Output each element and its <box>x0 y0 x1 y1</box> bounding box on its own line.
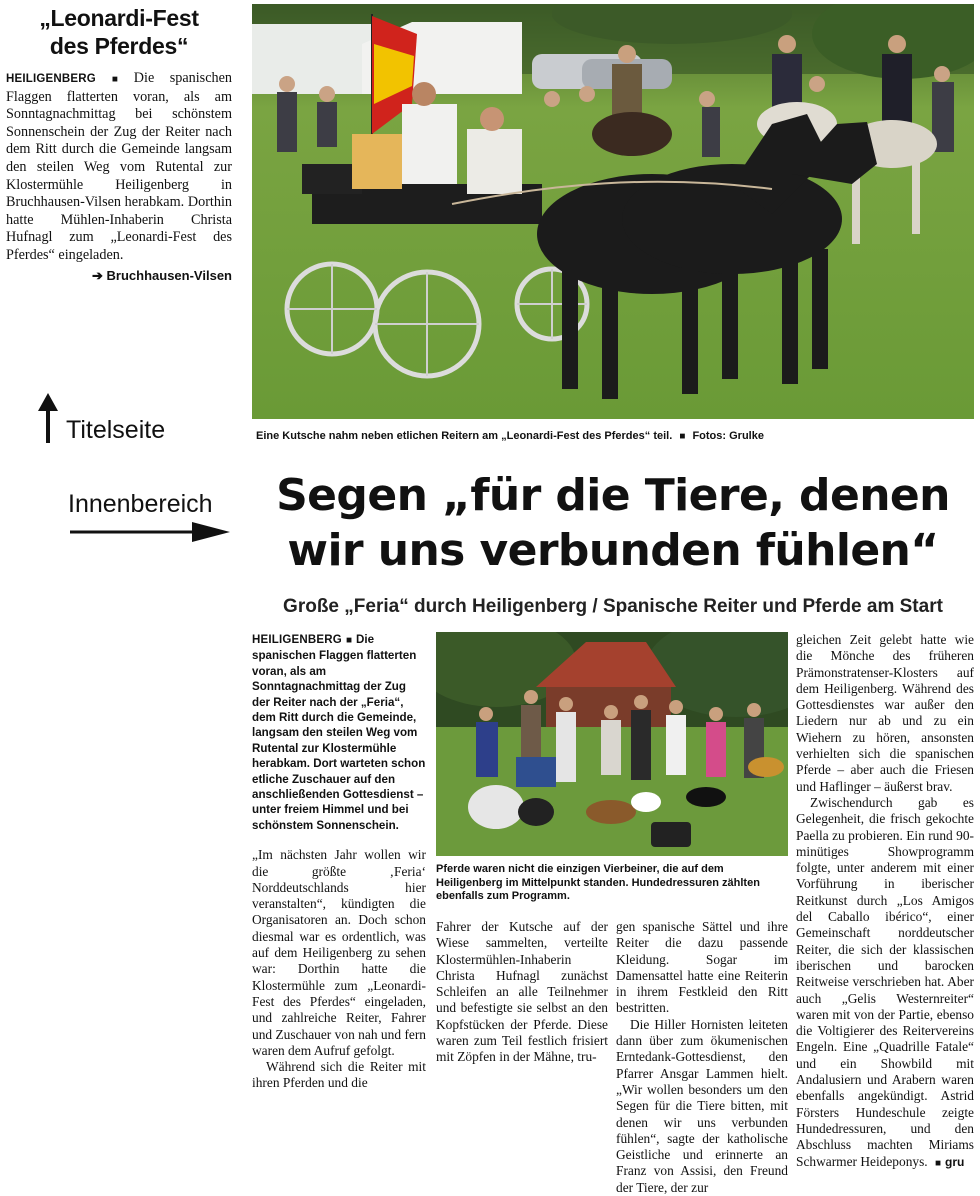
column-3-paragraph-2: Die Hiller Hornisten leiteten dann über zum ökumenischen Erntedank-Gottesdienst, den Pfarrer Ansgar Lammen hielt. „Wir wollen besonders um den Segen für die Tiere bitten, mit denen wir uns verbunden fühlen“, sagte der katholische Geistliche und erinnerte an Franz von Assisi, den Freund der Tiere, der zur <box>616 1016 788 1195</box>
teaser-title-line2: des Pferdes“ <box>49 33 189 59</box>
label-front-page: Titelseite <box>66 416 166 444</box>
column-1-paragraph-1: „Im nächsten Jahr wollen wir die größte ‚Feria‘ Norddeutschlands hier veranstalten“, kündigten die Organisatoren an. Doch schon diesmal war es ordentlich, was auf dem Heiligenberg zu sehen war: Dorthin hatte die Klostermühle zum „Leonardi-Fest des Pferdes“ eingeladen, und zahlreiche Reiter, Fahrer und Zuschauer von nah und fern waren dem Aufruf gefolgt. <box>252 847 426 1058</box>
lead-dateline: HEILIGENBERG <box>252 634 342 646</box>
article-column-4 <box>796 632 974 1172</box>
label-inner-section: Innenbereich <box>68 490 213 518</box>
article-headline <box>252 468 974 578</box>
column-2-paragraph-1: Fahrer der Kutsche auf der Wiese sammelten, verteilte Klostermühlen-Inhaberin Christa Hufnagl zunächst Schleifen an alle Teilnehmer und befestigte sie selbst an den Kopfstücken der Pferde. Diese waren zum Teil festlich frisiert mit Zöpfen in der Mähne, tru- <box>436 919 608 1065</box>
photo-top-caption <box>256 430 974 444</box>
carriage-photo-illustration <box>252 4 974 419</box>
teaser-body: Die spanischen Flaggen flatterten voran, als am Sonntagnachmittag bei schönstem Sonnenschein der Zug der Reiter nach dem Ritt durch die Gemeinde langsam den steilen Weg vom Rutental zur Klostermühle Heiligenberg in Bruchhausen-Vilsen herabkam. Dorthin hatte Mühlen-Inhaberin Christa Hufnagl zum „Leonardi-Fest des Pferdes“ eingeladen. <box>6 70 232 263</box>
column-4-paragraph-2 <box>796 795 974 1172</box>
headline-line2: wir uns verbunden fühlen“ <box>287 525 939 576</box>
article-column-2 <box>436 919 608 1066</box>
teaser-reference[interactable] <box>6 268 232 284</box>
article-column-1 <box>252 632 426 1092</box>
column-1-body <box>252 847 426 1091</box>
carriage-photo <box>252 4 974 419</box>
dog-training-photo-illustration <box>436 632 788 856</box>
arrow-right-icon: ➔ <box>92 267 103 283</box>
column-3-paragraph-1: gen spanische Sättel und ihre Reiter die dazu passende Kleidung. Sogar im Damensattel hatte eine Reiterin in ihrem Festkleid den Ritt bestritten. <box>616 919 788 1016</box>
teaser-title <box>6 4 232 60</box>
arrow-right-long-icon <box>70 522 230 542</box>
lead-text: Die spanischen Flaggen flatterten voran, als am Sonntagnachmittag der Zug der Reiter nach der „Feria“, dem Ritt durch die Gemeinde, langsam den steilen Weg vom Rutental zur Klostermühle herabkam. Dort warteten schon etliche Zuschauer auf den anschließenden Gottesdienst – unter freiem Himmel und bei schönstem Sonnenschein. <box>252 633 426 832</box>
headline-line1: Segen „für die Tiere, denen <box>276 470 950 521</box>
arrow-up-icon <box>38 393 58 443</box>
column-4-paragraph-1: gleichen Zeit gelebt hatte wie die Mönche des früheren Prämonstratenser-Klosters auf dem Heiligenberg. Während des Gottesdienstes war außer den Liedern nur ab und zu ein Wiehern zu hören, ansonsten verhielten sich die spanischen Pferde – aber auch die Friesen und Haflinger – äußerst brav. <box>796 632 974 794</box>
caption-square-icon: ■ <box>679 431 686 442</box>
article-subhead: Große „Feria“ durch Heiligenberg / Spanische Reiter und Pferde am Start <box>283 596 943 617</box>
teaser-dateline: HEILIGENBERG <box>6 73 96 85</box>
teaser-box <box>6 4 232 284</box>
dog-photo-caption: Pferde waren nicht die einzigen Vierbeiner, die auf dem Heiligenberg im Mittelpunkt standen. Hundedressuren zählten ebenfalls zum Programm. <box>436 863 760 902</box>
article-lead <box>252 632 426 833</box>
lead-square-icon: ■ <box>345 635 352 646</box>
teaser-title-line1: „Leonardi-Fest <box>39 5 199 31</box>
photo-top-caption-text: Eine Kutsche nahm neben etlichen Reitern am „Leonardi-Fest des Pferdes“ teil. <box>256 430 673 442</box>
teaser-text-block <box>6 70 232 265</box>
teaser-reference-label: Bruchhausen-Vilsen <box>106 267 232 283</box>
column-1-paragraph-2: Während sich die Reiter mit ihren Pferden und die <box>252 1059 426 1091</box>
dog-training-photo <box>436 632 788 856</box>
article-column-3 <box>616 919 788 1196</box>
photo-credit: Fotos: Grulke <box>692 430 764 442</box>
end-square-icon: ■ <box>935 1157 942 1169</box>
dateline-square-icon: ■ <box>99 74 130 85</box>
author-initials: gru <box>945 1154 965 1169</box>
column-4-paragraph-2-text: Zwischendurch gab es Gelegenheit, die frisch gekochte Paella zu probieren. Ein rund 90-minütiges Showprogramm folgte, unter anderem mit einer Vorführung in iberischer Reitkunst durch „Los Amigos del Caballo ibérico“, einer Gemeinschaft norddeutscher Reiter, die sich der klassischen iberischen und barocken Reitweise verschrieben hat. Aber auch „Gelis Westernreiter“ waren mit von der Partie, ebenso die Voltigierer des Reitervereins Engeln. Eine „Quadrille Fatale“ und ein Showbild mit Andalusiern und Arabern waren ebenfalls angekündigt. Astrid Försters Hundeschule zeigte Hundedressuren, und den Abschluss machten Miriams Schwarmer Heideponys. <box>796 794 974 1169</box>
